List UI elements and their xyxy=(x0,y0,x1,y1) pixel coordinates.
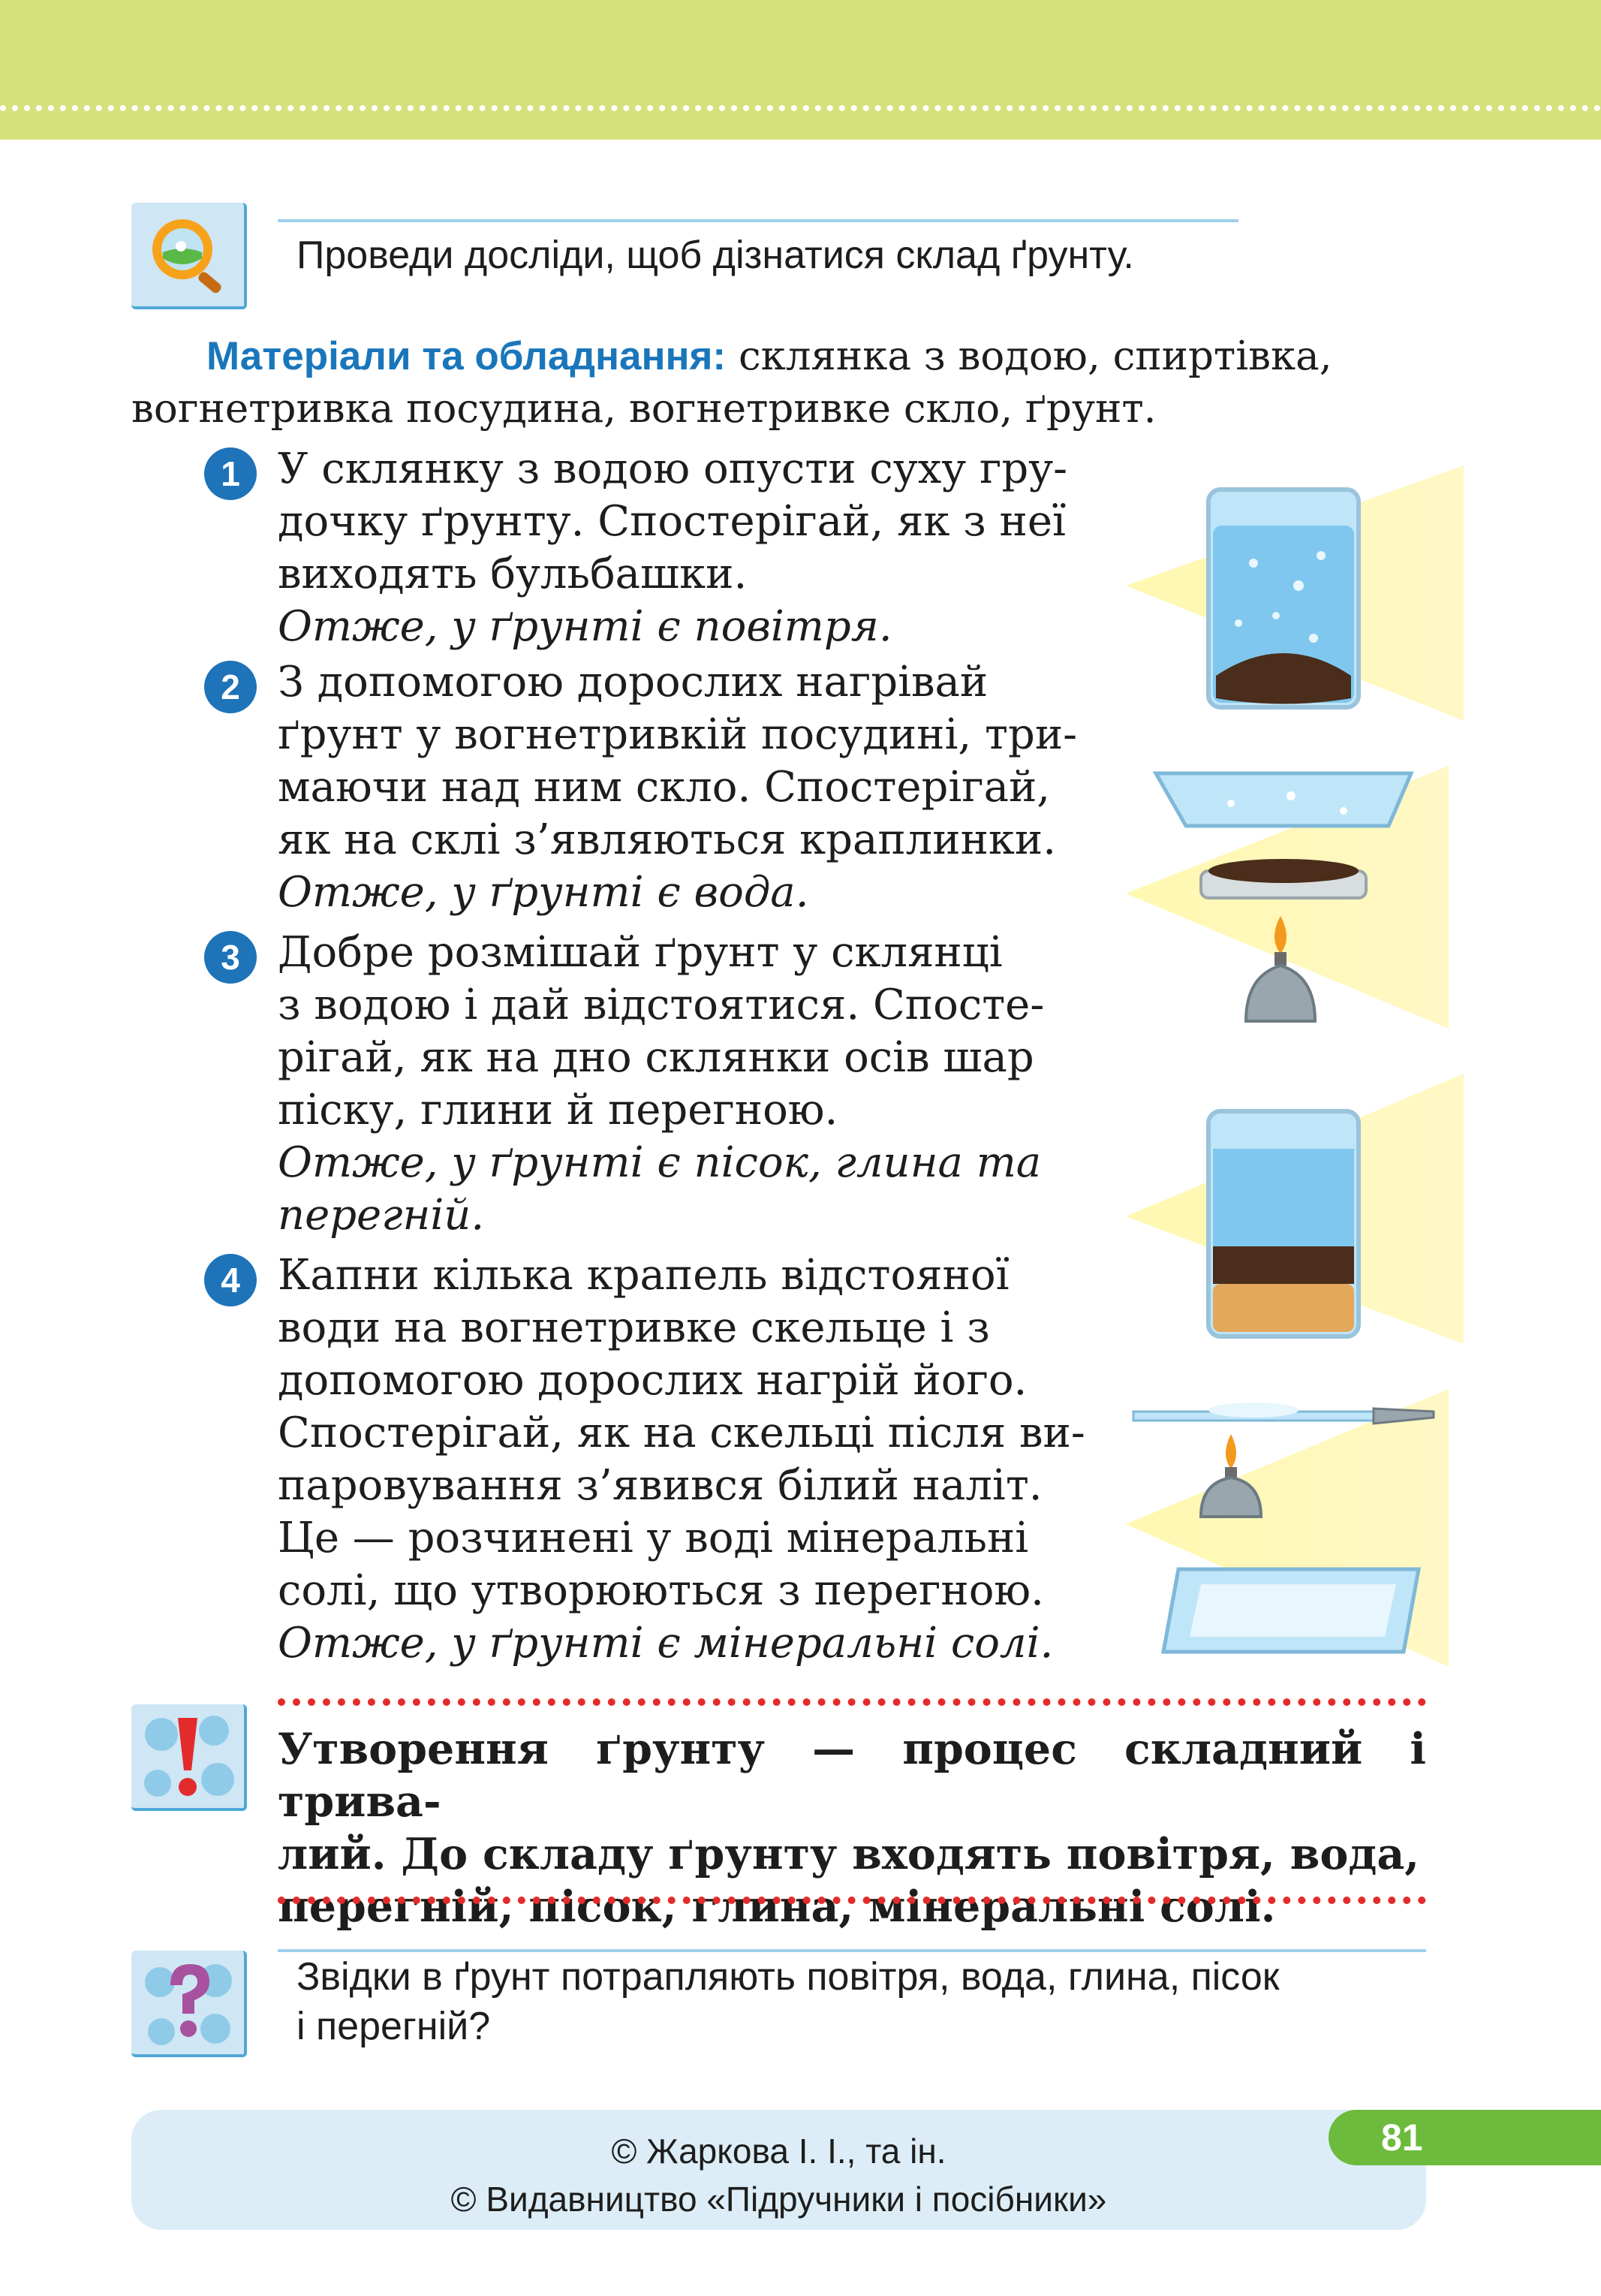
step-line: Добре розмішай ґрунт у склянці xyxy=(278,928,1003,977)
important-line: перегній, пісок, глина, мінеральні солі. xyxy=(278,1882,1276,1932)
research-icon-box xyxy=(131,203,247,309)
footer-copyright-box xyxy=(131,2110,1426,2230)
materials-text-line1: склянка з водою, спиртівка, xyxy=(738,333,1332,379)
glass-plate-with-salt-icon xyxy=(1163,1569,1419,1652)
glass-with-layers-icon xyxy=(1208,1111,1359,1336)
step-line: Це — розчинені у воді мінеральні xyxy=(278,1514,1029,1562)
materials-paragraph xyxy=(131,330,1430,435)
exclamation-icon xyxy=(131,1704,244,1808)
intro-text: Проведи досліди, щоб дізнатися склад ґрунту. xyxy=(296,234,1134,277)
step-line: У склянку з водою опусти суху гру- xyxy=(278,444,1068,493)
important-bottom-rule xyxy=(278,1897,1426,1904)
materials-label: Матеріали та обладнання: xyxy=(206,334,727,378)
important-line: лий. До складу ґрунту входять повітря, вода, xyxy=(278,1829,1420,1879)
step-conclusion: Отже, у ґрунті є пісок, глина та xyxy=(278,1138,1042,1187)
step-line: Спостерігай, як на скельці після ви- xyxy=(278,1409,1085,1457)
step-line: з водою і дай відстоятися. Спосте- xyxy=(278,981,1045,1029)
step-line: як на склі з’являються краплинки. xyxy=(278,815,1057,864)
question-line: Звідки в ґрунт потрапляють повітря, вода, глина, пісок xyxy=(296,1955,1280,1999)
question-text xyxy=(296,1952,1422,2051)
step-line: солі, що утворюються з перегною. xyxy=(278,1566,1044,1615)
step-line: води на вогнетривке скельце і з xyxy=(278,1303,990,1352)
experiment-illustrations xyxy=(1126,450,1601,1667)
copyright-publisher: © Видавництво «Підручники і посібники» xyxy=(450,2180,1107,2219)
step-4-badge: 4 xyxy=(204,1254,257,1306)
step-line: Капни кілька крапель відстояної xyxy=(278,1251,1010,1300)
step-conclusion: Отже, у ґрунті є повітря. xyxy=(278,602,892,651)
glass-slide-with-tweezers-icon xyxy=(1133,1403,1434,1424)
step-4-text xyxy=(278,1249,1103,1670)
dish-with-soil-icon xyxy=(1201,859,1366,898)
step-conclusion: перегній. xyxy=(278,1191,485,1240)
copyright-authors: © Жаркова І. І., та ін. xyxy=(611,2132,946,2171)
step-line: дочку ґрунту. Спостерігай, як з неї xyxy=(278,497,1066,546)
important-icon-box xyxy=(131,1704,247,1811)
important-top-rule xyxy=(278,1698,1426,1706)
step-1-text xyxy=(278,443,1103,653)
step-3-text xyxy=(278,927,1103,1242)
step-3-badge: 3 xyxy=(204,931,257,984)
step-conclusion: Отже, у ґрунті є вода. xyxy=(278,868,809,917)
step-line: маючи над ним скло. Спостерігай, xyxy=(278,763,1051,812)
question-icon-box xyxy=(131,1951,247,2057)
step-2-badge: 2 xyxy=(204,661,257,713)
question-line: і перегній? xyxy=(296,2005,491,2048)
glass-plate-icon xyxy=(1156,773,1411,826)
step-2-text xyxy=(278,656,1103,919)
top-band-dots xyxy=(0,105,1601,111)
question-mark-icon xyxy=(131,1951,244,2054)
step-line: ґрунт у вогнетривкій посудині, три- xyxy=(278,710,1078,759)
step-line: З допомогою дорослих нагрівай xyxy=(278,658,989,707)
page-number: 81 xyxy=(1329,2110,1601,2165)
intro-rule xyxy=(278,219,1238,222)
step-conclusion: Отже, у ґрунті є мінеральні солі. xyxy=(278,1619,1054,1668)
materials-text-line2: вогнетривка посудина, вогнетривке скло, ґрунт. xyxy=(131,386,1157,432)
step-line: паровування з’явився білий наліт. xyxy=(278,1461,1043,1510)
top-band xyxy=(0,0,1601,140)
step-1-badge: 1 xyxy=(204,447,257,500)
important-line: Утворення ґрунту — процес складний і трива- xyxy=(278,1724,1426,1827)
step-line: виходять бульбашки. xyxy=(278,550,748,598)
step-line: допомогою дорослих нагрій його. xyxy=(278,1356,1028,1405)
step-line: рігай, як на дно склянки осів шар xyxy=(278,1033,1034,1082)
glass-with-bubbles-icon xyxy=(1208,490,1359,707)
step-line: піску, глини й перегною. xyxy=(278,1086,838,1134)
magnifier-icon xyxy=(131,203,244,306)
